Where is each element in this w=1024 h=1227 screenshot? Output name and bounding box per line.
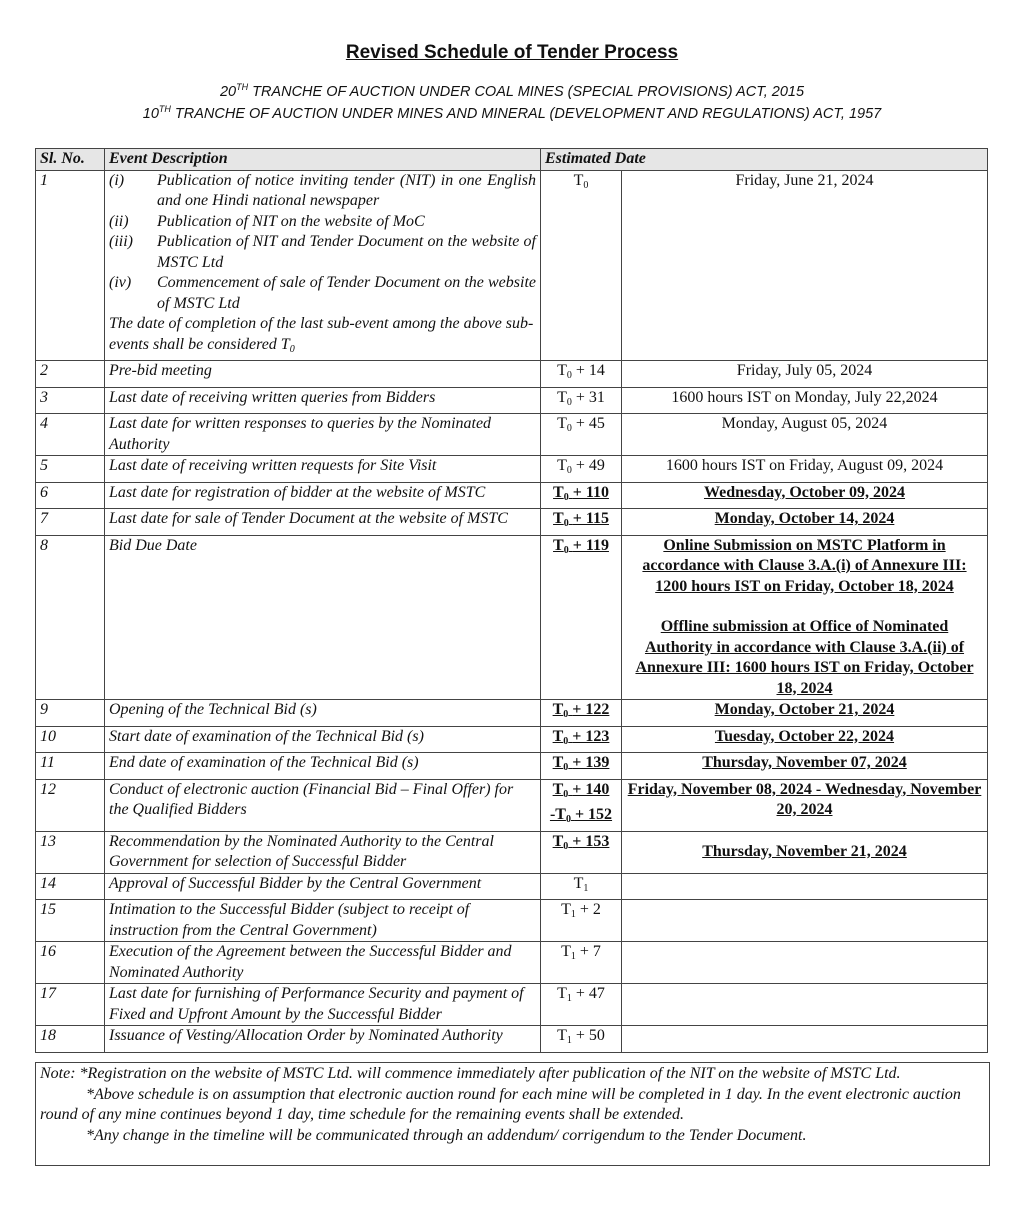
t-offset: + 119 — [572, 536, 609, 554]
relative-date — [541, 1026, 622, 1053]
table-row — [36, 170, 988, 361]
relative-date-range — [541, 779, 622, 831]
t-offset: + 110 — [572, 483, 609, 501]
t-sub: 0 — [563, 544, 569, 556]
column-header-event-description: Event Description — [105, 149, 541, 171]
table-row — [36, 779, 988, 831]
event-description: Opening of the Technical Bid (s) — [105, 700, 541, 727]
relative-date — [541, 726, 622, 753]
t-base: T — [552, 754, 564, 771]
footnote-text: The date of completion of the last sub-event among the above sub-events shall be considered T — [109, 315, 534, 353]
sl-no: 10 — [36, 726, 105, 753]
relative-date — [541, 456, 622, 483]
estimated-date — [622, 535, 988, 700]
event-description: Execution of the Agreement between the Successful Bidder and Nominated Authority — [105, 942, 541, 984]
sl-no: 13 — [36, 831, 105, 873]
event-description: Last date for registration of bidder at the website of MSTC — [105, 482, 541, 509]
sl-no: 2 — [36, 361, 105, 388]
t-offset: + 7 — [579, 943, 601, 960]
event-description: Approval of Successful Bidder by the Central Government — [105, 873, 541, 900]
sl-no: 8 — [36, 535, 105, 700]
event-description: Last date for furnishing of Performance Security and payment of Fixed and Upfront Amount by the Successful Bidder — [105, 984, 541, 1026]
sl-no: 11 — [36, 753, 105, 780]
t-offset: + 45 — [575, 415, 605, 432]
sub-event — [109, 232, 536, 273]
table-header-row — [36, 149, 988, 171]
sl-no: 9 — [36, 700, 105, 727]
t-sub: 0 — [563, 762, 569, 773]
subtitle-mmdr — [0, 104, 1024, 122]
relative-date — [541, 535, 622, 700]
document-title-text: Revised Schedule of Tender Process — [345, 42, 679, 63]
t-sub: 1 — [570, 909, 576, 920]
event-description: Bid Due Date — [105, 535, 541, 700]
subtitle1-text: TRANCHE OF AUCTION UNDER COAL MINES (SPECIAL PROVISIONS) ACT, 2015 — [248, 83, 805, 100]
column-header-sl-no: Sl. No. — [36, 149, 105, 171]
table-row — [36, 873, 988, 900]
event-description: Recommendation by the Nominated Authority to the Central Government for selection of Successful Bidder — [105, 831, 541, 873]
t-offset: + 50 — [575, 1027, 605, 1044]
subtitle2-text: TRANCHE OF AUCTION UNDER MINES AND MINERAL (DEVELOPMENT AND REGULATIONS) ACT, 1957 — [170, 105, 882, 122]
t-offset: + 153 — [572, 832, 610, 850]
t-sub: 0 — [583, 179, 589, 191]
sl-no: 3 — [36, 387, 105, 414]
estimated-date: Monday, October 21, 2024 — [622, 700, 988, 727]
sub-event-number: (iv) — [109, 274, 132, 291]
sub-event-footnote — [109, 314, 536, 360]
subtitle2-ordinal: 10 — [142, 105, 159, 122]
table-row — [36, 509, 988, 536]
event-description: Last date for sale of Tender Document at the website of MSTC — [105, 509, 541, 536]
t-base: T — [561, 901, 571, 918]
event-description: Last date for written responses to queries by the Nominated Authority — [105, 414, 541, 456]
table-row — [36, 414, 988, 456]
event-description: Last date of receiving written queries from Bidders — [105, 387, 541, 414]
subtitle1-sup: TH — [236, 82, 249, 92]
table-row — [36, 535, 988, 700]
range-end — [545, 805, 617, 831]
table-row — [36, 984, 988, 1026]
t-base: T — [557, 457, 567, 474]
relative-date — [541, 753, 622, 780]
t-offset: + 115 — [572, 510, 609, 527]
t-offset: + 122 — [572, 701, 610, 718]
relative-date — [541, 873, 622, 900]
relative-date — [541, 900, 622, 942]
estimated-date — [622, 984, 988, 1026]
t-base: T — [573, 874, 584, 892]
sub-event-number: (i) — [109, 171, 125, 189]
column-header-estimated-date: Estimated Date — [541, 149, 988, 171]
t-offset: + 14 — [575, 362, 605, 379]
t-sub: 0 — [563, 735, 569, 747]
t-base: T — [552, 832, 564, 850]
t-sub: 1 — [566, 1035, 572, 1046]
t-offset: + 49 — [575, 457, 605, 474]
t-base: T — [552, 780, 564, 798]
sl-no: 15 — [36, 900, 105, 942]
t-base: T — [552, 701, 564, 718]
sl-no: 14 — [36, 873, 105, 900]
sub-event — [109, 273, 536, 314]
estimated-date: Friday, November 08, 2024 - Wednesday, November 20, 2024 — [622, 779, 988, 831]
event-description: Start date of examination of the Technical Bid (s) — [105, 726, 541, 753]
note-registration: Note: *Registration on the website of MSTC Ltd. will commence immediately after publication of the NIT on the website of MSTC Ltd. — [40, 1065, 901, 1082]
t-sub: 0 — [563, 491, 569, 503]
schedule-table — [35, 148, 988, 1053]
event-description: Intimation to the Successful Bidder (subject to receipt of instruction from the Central Government) — [105, 900, 541, 942]
relative-date — [541, 414, 622, 456]
t-base: T — [553, 483, 564, 501]
estimated-date: Thursday, November 21, 2024 — [622, 831, 988, 873]
estimated-date — [622, 873, 988, 900]
table-row — [36, 1026, 988, 1053]
t-base: T — [552, 727, 564, 745]
t-sub: 0 — [566, 370, 572, 381]
estimated-date: 1600 hours IST on Monday, July 22,2024 — [622, 387, 988, 414]
offline-submission-date: Offline submission at Office of Nominated Authority in accordance with Clause 3.A.(ii) of Annexure III: 1600 hours IST on Friday, October 18, 2024 — [635, 618, 974, 697]
t-offset: + 2 — [579, 901, 601, 918]
subtitle-coal-mines — [0, 82, 1024, 100]
estimated-date: Tuesday, October 22, 2024 — [622, 726, 988, 753]
relative-date — [541, 170, 622, 361]
estimated-date: Monday, August 05, 2024 — [622, 414, 988, 456]
relative-date — [541, 984, 622, 1026]
t-base: T — [557, 388, 567, 406]
estimated-date: Thursday, November 07, 2024 — [622, 753, 988, 780]
relative-date — [541, 361, 622, 388]
table-row — [36, 387, 988, 414]
note-timeline-change: *Any change in the timeline will be communicated through an addendum/ corrigendum to the Tender Document. — [86, 1126, 807, 1144]
sub-event-text: Publication of notice inviting tender (NIT) in one English and one Hindi national newspaper — [157, 171, 536, 209]
t-base: T — [561, 943, 571, 960]
sub-event-number: (ii) — [109, 212, 129, 230]
event-description: Pre-bid meeting — [105, 361, 541, 388]
table-row — [36, 700, 988, 727]
range-start — [545, 780, 617, 806]
table-row — [36, 726, 988, 753]
estimated-date: 1600 hours IST on Friday, August 09, 2024 — [622, 456, 988, 483]
t-sub: 0 — [565, 814, 571, 825]
t-offset: + 123 — [572, 727, 610, 745]
sub-event-text: Commencement of sale of Tender Document on the website of MSTC Ltd — [157, 274, 536, 312]
sub-event-number: (iii) — [109, 233, 133, 250]
t-base: T — [557, 415, 567, 432]
sl-no: 4 — [36, 414, 105, 456]
t-sub: 0 — [563, 840, 569, 852]
spacer — [626, 597, 983, 617]
t-offset: + 47 — [575, 985, 605, 1002]
t-sub: 0 — [563, 788, 569, 800]
t-offset: + 139 — [572, 754, 610, 771]
table-row — [36, 456, 988, 483]
estimated-date: Monday, October 14, 2024 — [622, 509, 988, 536]
event-description: Issuance of Vesting/Allocation Order by Nominated Authority — [105, 1026, 541, 1053]
t-offset: + 31 — [575, 388, 605, 406]
estimated-date — [622, 900, 988, 942]
t-sub: 0 — [566, 396, 572, 408]
table-row — [36, 482, 988, 509]
notes-box — [35, 1062, 990, 1166]
sl-no: 16 — [36, 942, 105, 984]
table-row — [36, 753, 988, 780]
estimated-date — [622, 1026, 988, 1053]
sl-no: 5 — [36, 456, 105, 483]
t-sub: 0 — [566, 465, 572, 476]
table-row — [36, 942, 988, 984]
sl-no: 17 — [36, 984, 105, 1026]
table-row — [36, 900, 988, 942]
t-sub: 1 — [583, 882, 589, 894]
subtitle2-sup: TH — [158, 104, 171, 114]
t-base: -T — [549, 806, 566, 823]
relative-date — [541, 387, 622, 414]
t-base: T — [557, 362, 567, 379]
event-description: Last date of receiving written requests for Site Visit — [105, 456, 541, 483]
t-offset: + 140 — [572, 780, 610, 798]
t-base: T — [553, 510, 564, 527]
sl-no: 1 — [36, 170, 105, 361]
sub-event-text: Publication of NIT on the website of MoC — [157, 212, 425, 230]
sl-no: 6 — [36, 482, 105, 509]
estimated-date: Friday, July 05, 2024 — [622, 361, 988, 388]
event-description: Conduct of electronic auction (Financial Bid – Final Offer) for the Qualified Bidders — [105, 779, 541, 831]
sl-no: 18 — [36, 1026, 105, 1053]
footnote-subscript: 0 — [289, 343, 295, 355]
online-submission-date: Online Submission on MSTC Platform in accordance with Clause 3.A.(i) of Annexure III: 1200 hours IST on Friday, October 18, 2024 — [642, 536, 967, 595]
t-base: T — [557, 1027, 567, 1044]
t-sub: 0 — [563, 709, 569, 720]
sub-event — [109, 212, 536, 233]
subtitle1-ordinal: 20 — [219, 83, 237, 100]
t-sub: 1 — [566, 993, 572, 1004]
estimated-date: Wednesday, October 09, 2024 — [622, 482, 988, 509]
event-description: End date of examination of the Technical Bid (s) — [105, 753, 541, 780]
estimated-date: Friday, June 21, 2024 — [622, 170, 988, 361]
event-description — [105, 170, 541, 361]
table-row — [36, 361, 988, 388]
t-sub: 0 — [563, 518, 569, 529]
t-base: T — [553, 536, 564, 554]
t-sub: 1 — [570, 951, 576, 962]
sub-event-text: Publication of NIT and Tender Document on the website of MSTC Ltd — [157, 233, 536, 271]
sl-no: 12 — [36, 779, 105, 831]
relative-date — [541, 942, 622, 984]
note-auction-assumption: *Above schedule is on assumption that electronic auction round for each mine will be completed in 1 day. In the event electronic auction round of any mine continues beyond 1 day, time schedule for the remaining events shall be extended. — [40, 1085, 961, 1123]
relative-date — [541, 509, 622, 536]
sub-event — [109, 171, 536, 212]
relative-date — [541, 831, 622, 873]
t-base: T — [573, 171, 584, 189]
document-title — [0, 42, 1024, 64]
t-base: T — [557, 985, 567, 1002]
estimated-date — [622, 942, 988, 984]
sl-no: 7 — [36, 509, 105, 536]
t-offset: + 152 — [574, 806, 613, 823]
relative-date — [541, 482, 622, 509]
t-sub: 0 — [566, 423, 572, 434]
table-row — [36, 831, 988, 873]
relative-date — [541, 700, 622, 727]
